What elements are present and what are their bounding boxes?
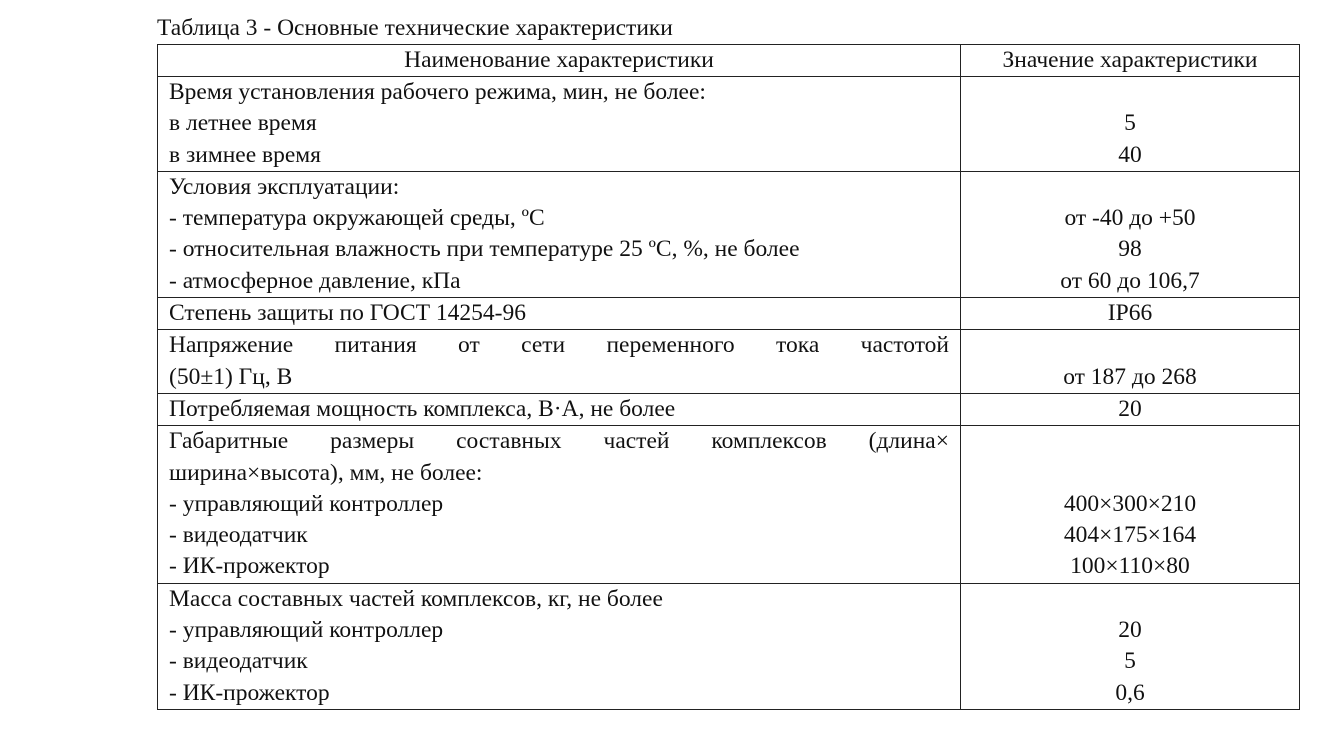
- row-value-line: [961, 172, 1299, 203]
- row-value-line: [961, 584, 1299, 615]
- row-value-line: 98: [1118, 236, 1142, 263]
- row-value-line: от 60 до 106,7: [1060, 267, 1200, 294]
- row-value-line: от -40 до +50: [1064, 205, 1196, 232]
- row-value-line: [961, 458, 1299, 489]
- row-name-cell: [158, 298, 961, 330]
- row-name-line: ширина×высота), мм, не более:: [169, 459, 483, 486]
- row-name-line: Потребляемая мощность комплекса, В·А, не более: [169, 395, 676, 422]
- row-value-cell: [961, 583, 1300, 709]
- row-value-line: 20: [1118, 617, 1142, 644]
- table-row: [158, 171, 1300, 297]
- row-name-line: Напряжение питания от сети переменного тока частотой: [169, 332, 949, 359]
- row-name-cell: [158, 171, 961, 297]
- table-caption: Таблица 3 - Основные технические характеристики: [157, 15, 673, 41]
- row-name-cell: [158, 426, 961, 583]
- row-name-cell: [158, 330, 961, 394]
- row-value-line: от 187 до 268: [1063, 363, 1197, 390]
- row-name-line: - атмосферное давление, кПа: [169, 267, 461, 294]
- row-name-line: - ИК-прожектор: [169, 553, 330, 580]
- row-value-cell: [961, 330, 1300, 394]
- row-value-line: [961, 426, 1299, 457]
- row-name-line: - видеодатчик: [169, 648, 308, 675]
- row-name-cell: [158, 77, 961, 172]
- row-value-line: 5: [1124, 110, 1136, 137]
- row-name-line: - температура окружающей среды, ºС: [169, 205, 545, 232]
- row-name-line: Время установления рабочего режима, мин, не более:: [169, 79, 706, 105]
- row-name-cell: [158, 583, 961, 709]
- row-name-line: - ИК-прожектор: [169, 679, 330, 706]
- row-name-line: Степень защиты по ГОСТ 14254-96: [169, 300, 526, 327]
- row-name-line: - управляющий контроллер: [169, 617, 444, 644]
- row-value-cell: [961, 393, 1300, 425]
- row-name-line: - управляющий контроллер: [169, 490, 444, 517]
- header-value: Значение характеристики: [961, 45, 1300, 77]
- row-value-line: 400×300×210: [1063, 490, 1197, 517]
- row-value-line: 20: [1118, 395, 1142, 422]
- row-name-line: - относительная влажность при температуре 25 ºС, %, не более: [169, 236, 800, 263]
- row-name-line: (50±1) Гц, В: [169, 363, 293, 390]
- table-header-row: [158, 45, 1300, 77]
- row-value-line: 404×175×164: [1063, 522, 1197, 549]
- row-value-cell: [961, 426, 1300, 583]
- table-row: [158, 298, 1300, 330]
- row-value-line: [961, 330, 1299, 361]
- header-name: Наименование характеристики: [158, 45, 961, 77]
- spec-table: [157, 44, 1300, 710]
- row-name-line: в зимнее время: [169, 141, 321, 168]
- row-name-line: Условия эксплуатации:: [169, 173, 400, 200]
- row-value-line: 0,6: [1115, 679, 1145, 706]
- table-row: [158, 393, 1300, 425]
- table-row: [158, 583, 1300, 709]
- row-value-line: 40: [1118, 141, 1142, 168]
- row-value-cell: [961, 77, 1300, 172]
- row-value-line: 100×110×80: [1070, 553, 1190, 580]
- row-name-line: Габаритные размеры составных частей комплексов (длина×: [169, 428, 949, 455]
- row-value-cell: [961, 171, 1300, 297]
- table-row: [158, 426, 1300, 583]
- row-name-line: в летнее время: [169, 110, 317, 137]
- row-value-line: [961, 77, 1299, 108]
- row-name-line: - видеодатчик: [169, 522, 308, 549]
- row-value-cell: [961, 298, 1300, 330]
- table-row: [158, 330, 1300, 394]
- row-name-cell: [158, 393, 961, 425]
- row-value-line: 5: [1124, 648, 1136, 675]
- table-row: [158, 77, 1300, 172]
- row-name-line: Масса составных частей комплексов, кг, не более: [169, 585, 663, 612]
- row-value-line: IP66: [1107, 300, 1153, 327]
